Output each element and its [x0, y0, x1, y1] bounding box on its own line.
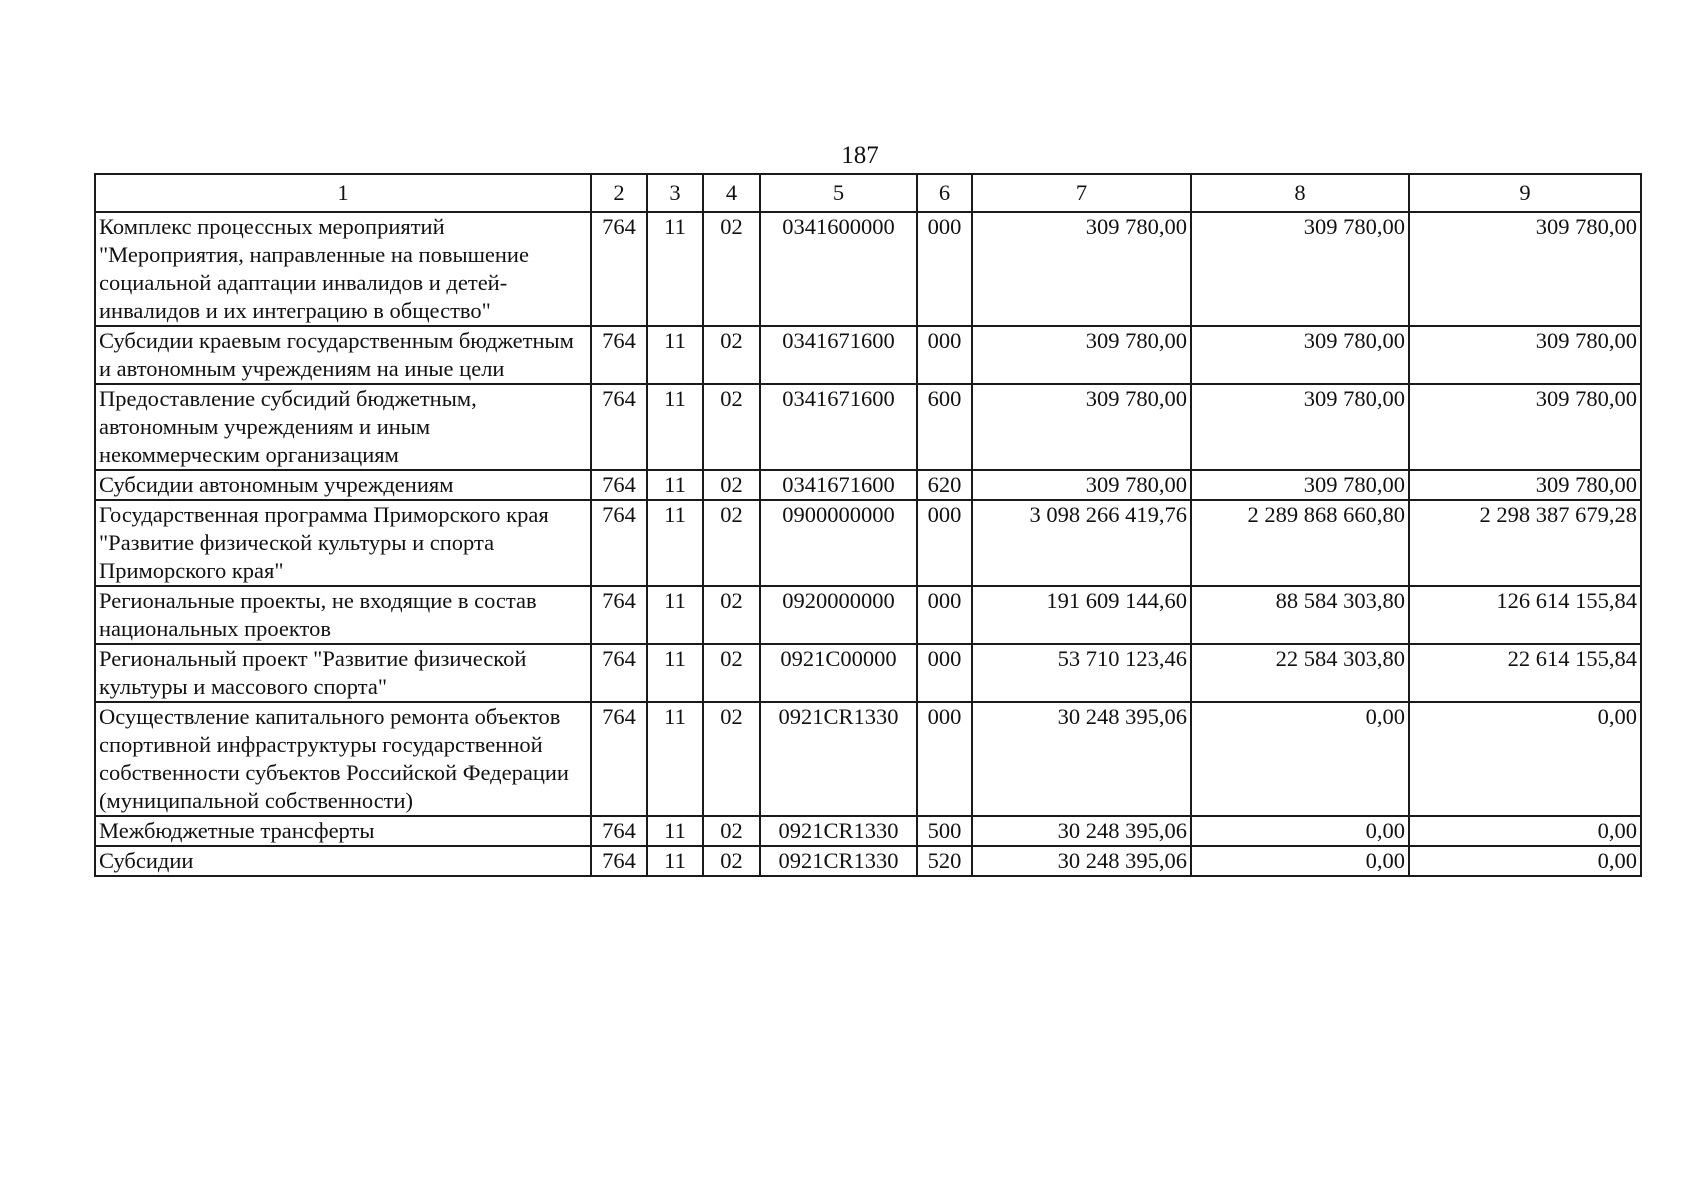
cell-col-2: 764 [591, 816, 647, 846]
cell-name: Региональные проекты, не входящие в состав национальных проектов [95, 586, 591, 644]
cell-name: Предоставление субсидий бюджетным, автономным учреждениям и иным некоммерческим организациям [95, 384, 591, 470]
cell-col-6: 000 [917, 326, 972, 384]
cell-col-6: 000 [917, 212, 972, 326]
column-header-3: 3 [647, 174, 703, 212]
table-row [95, 326, 1641, 384]
cell-amount-9: 309 780,00 [1409, 212, 1641, 326]
cell-col-6: 620 [917, 470, 972, 500]
cell-amount-9: 0,00 [1409, 846, 1641, 876]
cell-col-2: 764 [591, 212, 647, 326]
cell-amount-7: 191 609 144,60 [972, 586, 1191, 644]
cell-col-2: 764 [591, 326, 647, 384]
cell-col-4: 02 [703, 846, 760, 876]
cell-col-5: 0921CR1330 [760, 702, 917, 816]
cell-amount-9: 0,00 [1409, 816, 1641, 846]
cell-amount-9: 126 614 155,84 [1409, 586, 1641, 644]
table-row [95, 500, 1641, 586]
cell-col-5: 0341600000 [760, 212, 917, 326]
cell-col-6: 000 [917, 702, 972, 816]
cell-amount-9: 2 298 387 679,28 [1409, 500, 1641, 586]
table-row [95, 212, 1641, 326]
cell-name: Субсидии [95, 846, 591, 876]
header-row [95, 174, 1641, 212]
cell-col-4: 02 [703, 586, 760, 644]
table-row [95, 384, 1641, 470]
cell-col-4: 02 [703, 702, 760, 816]
column-header-1: 1 [95, 174, 591, 212]
cell-amount-7: 30 248 395,06 [972, 702, 1191, 816]
cell-amount-7: 309 780,00 [972, 470, 1191, 500]
page-number: 187 [841, 142, 879, 169]
cell-amount-9: 309 780,00 [1409, 384, 1641, 470]
column-header-8: 8 [1191, 174, 1409, 212]
cell-amount-8: 88 584 303,80 [1191, 586, 1409, 644]
cell-name: Государственная программа Приморского края "Развитие физической культуры и спорта Приморского края" [95, 500, 591, 586]
cell-amount-9: 309 780,00 [1409, 470, 1641, 500]
cell-col-3: 11 [647, 644, 703, 702]
cell-col-5: 0921CR1330 [760, 846, 917, 876]
cell-col-5: 0341671600 [760, 384, 917, 470]
cell-col-3: 11 [647, 384, 703, 470]
table-row [95, 470, 1641, 500]
cell-amount-7: 309 780,00 [972, 384, 1191, 470]
cell-col-6: 000 [917, 586, 972, 644]
cell-amount-7: 30 248 395,06 [972, 816, 1191, 846]
cell-name: Субсидии автономным учреждениям [95, 470, 591, 500]
cell-col-4: 02 [703, 384, 760, 470]
cell-col-5: 0341671600 [760, 470, 917, 500]
cell-amount-7: 3 098 266 419,76 [972, 500, 1191, 586]
cell-amount-8: 2 289 868 660,80 [1191, 500, 1409, 586]
cell-col-3: 11 [647, 500, 703, 586]
cell-amount-8: 0,00 [1191, 816, 1409, 846]
cell-name: Осуществление капитального ремонта объектов спортивной инфраструктуры государственной собственности субъектов Российской Федерации (муниципальной собственности) [95, 702, 591, 816]
cell-amount-7: 309 780,00 [972, 212, 1191, 326]
column-header-6: 6 [917, 174, 972, 212]
column-header-2: 2 [591, 174, 647, 212]
cell-col-3: 11 [647, 702, 703, 816]
cell-col-6: 520 [917, 846, 972, 876]
cell-col-2: 764 [591, 586, 647, 644]
cell-amount-8: 22 584 303,80 [1191, 644, 1409, 702]
cell-amount-9: 309 780,00 [1409, 326, 1641, 384]
cell-col-5: 0900000000 [760, 500, 917, 586]
cell-col-2: 764 [591, 500, 647, 586]
table-row [95, 586, 1641, 644]
table-row [95, 644, 1641, 702]
table-row [95, 702, 1641, 816]
cell-col-4: 02 [703, 500, 760, 586]
cell-col-3: 11 [647, 586, 703, 644]
cell-amount-8: 0,00 [1191, 702, 1409, 816]
cell-amount-8: 309 780,00 [1191, 470, 1409, 500]
cell-col-2: 764 [591, 384, 647, 470]
cell-col-2: 764 [591, 702, 647, 816]
cell-col-5: 0921C00000 [760, 644, 917, 702]
cell-amount-8: 309 780,00 [1191, 384, 1409, 470]
cell-col-4: 02 [703, 644, 760, 702]
cell-col-4: 02 [703, 212, 760, 326]
cell-amount-8: 0,00 [1191, 846, 1409, 876]
column-header-7: 7 [972, 174, 1191, 212]
cell-col-2: 764 [591, 644, 647, 702]
cell-col-3: 11 [647, 326, 703, 384]
cell-name: Субсидии краевым государственным бюджетным и автономным учреждениям на иные цели [95, 326, 591, 384]
cell-col-4: 02 [703, 816, 760, 846]
cell-col-3: 11 [647, 816, 703, 846]
column-header-9: 9 [1409, 174, 1641, 212]
cell-amount-7: 30 248 395,06 [972, 846, 1191, 876]
cell-name: Комплекс процессных мероприятий "Мероприятия, направленные на повышение социальной адаптации инвалидов и детей-инвалидов и их интеграцию в общество" [95, 212, 591, 326]
cell-col-4: 02 [703, 326, 760, 384]
cell-amount-9: 0,00 [1409, 702, 1641, 816]
cell-name: Межбюджетные трансферты [95, 816, 591, 846]
cell-col-5: 0341671600 [760, 326, 917, 384]
cell-col-3: 11 [647, 470, 703, 500]
cell-amount-7: 53 710 123,46 [972, 644, 1191, 702]
cell-amount-8: 309 780,00 [1191, 326, 1409, 384]
cell-col-6: 000 [917, 644, 972, 702]
cell-col-5: 0920000000 [760, 586, 917, 644]
table-body [95, 212, 1641, 876]
cell-col-3: 11 [647, 212, 703, 326]
cell-amount-7: 309 780,00 [972, 326, 1191, 384]
table-row [95, 846, 1641, 876]
cell-col-6: 000 [917, 500, 972, 586]
cell-col-2: 764 [591, 470, 647, 500]
cell-col-6: 500 [917, 816, 972, 846]
cell-col-5: 0921CR1330 [760, 816, 917, 846]
cell-amount-8: 309 780,00 [1191, 212, 1409, 326]
cell-amount-9: 22 614 155,84 [1409, 644, 1641, 702]
cell-col-4: 02 [703, 470, 760, 500]
column-header-5: 5 [760, 174, 917, 212]
cell-name: Региональный проект "Развитие физической культуры и массового спорта" [95, 644, 591, 702]
table-row [95, 816, 1641, 846]
cell-col-2: 764 [591, 846, 647, 876]
budget-table [94, 173, 1642, 877]
cell-col-6: 600 [917, 384, 972, 470]
cell-col-3: 11 [647, 846, 703, 876]
column-header-4: 4 [703, 174, 760, 212]
